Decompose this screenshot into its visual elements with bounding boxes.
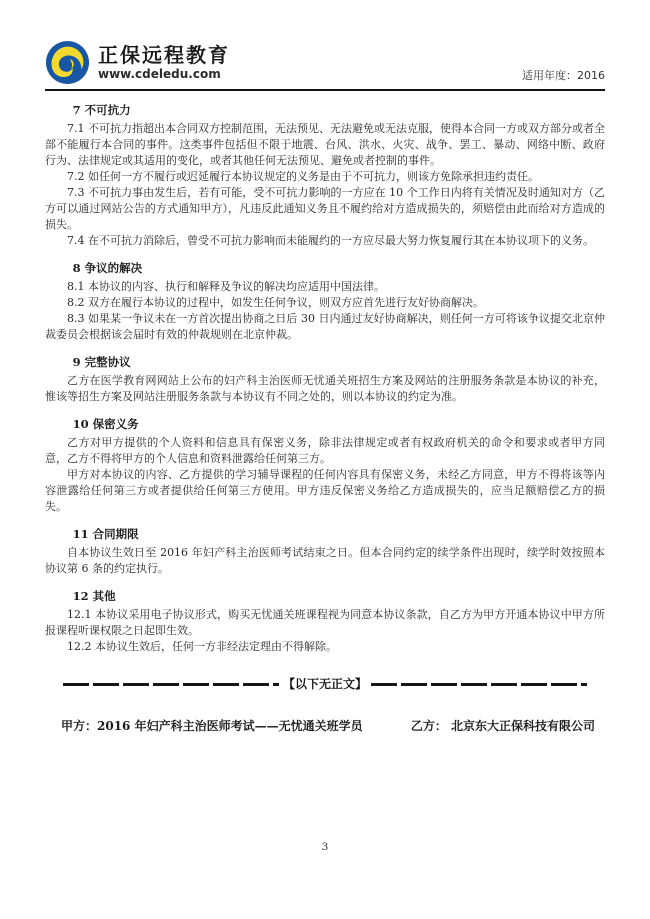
sections-container xyxy=(45,102,605,655)
section-paragraph: 自本协议生效日至 2016 年妇产科主治医师考试结束之日。但本合同约定的续学条件出现时，续学时效按照本协议第 6 条的约定执行。 xyxy=(45,546,605,575)
party-a-label: 甲方：2016 年妇产科主治医师考试——无忧通关班学员 xyxy=(61,719,363,733)
section-heading: 11 合同期限 xyxy=(72,527,139,541)
section-heading: 7 不可抗力 xyxy=(72,103,131,117)
page-header xyxy=(45,40,605,91)
document-body xyxy=(45,102,605,734)
section-paragraph: 甲方对本协议的内容、乙方提供的学习辅导课程的任何内容具有保密义务，未经乙方同意，甲方不得将该等内容泄露给任何第三方或者提供给任何第三方使用。甲方违反保密义务给乙方造成损失的，应当足额赔偿乙方的损失。 xyxy=(45,468,605,513)
applicable-year-label: 适用年度：2016 xyxy=(522,69,605,82)
section-heading: 12 其他 xyxy=(72,589,116,603)
contract-section xyxy=(45,260,605,343)
section-paragraph: 7.1 不可抗力指超出本合同双方控制范围，无法预见、无法避免或无法克服，使得本合同一方或双方部分或者全部不能履行本合同的事件。这类事件包括但不限于地震、台风、洪水、火灾、战争、罢工、暴动、网络中断、政府行为、法律规定或其适用的变化，或者其他任何无法预见、避免或者控制的事件。 xyxy=(45,122,605,167)
divider-dash-right xyxy=(371,683,587,686)
section-paragraph: 8.2 双方在履行本协议的过程中，如发生任何争议，则双方应首先进行友好协商解决。 xyxy=(67,296,484,309)
contract-section xyxy=(45,102,605,249)
divider-label: 【以下无正文】 xyxy=(283,677,368,691)
brand-logo xyxy=(45,40,230,85)
swirl-globe-icon xyxy=(45,40,90,85)
divider-dash-left xyxy=(63,683,279,686)
section-paragraph: 8.1 本协议的内容、执行和解释及争议的解决均应适用中国法律。 xyxy=(67,280,385,293)
brand-name: 正保远程教育 xyxy=(98,42,230,67)
signature-row xyxy=(45,718,605,734)
section-heading: 9 完整协议 xyxy=(72,355,131,369)
party-b-label: 乙方： 北京东大正保科技有限公司 xyxy=(410,719,595,733)
section-paragraph: 乙方对甲方提供的个人资料和信息具有保密义务，除非法律规定或者有权政府机关的命令和要求或者甲方同意，乙方不得将甲方的个人信息和资料泄露给任何第三方。 xyxy=(45,436,605,465)
brand-url: www.cdeledu.com xyxy=(98,66,221,81)
section-paragraph: 乙方在医学教育网网站上公布的妇产科主治医师无忧通关班招生方案及网站的注册服务条款是本协议的补充，惟该等招生方案及网站注册服务条款与本协议有不同之处的，则以本协议的约定为准。 xyxy=(45,374,605,403)
section-paragraph: 7.2 如任何一方不履行或迟延履行本协议规定的义务是由于不可抗力，则该方免除承担违约责任。 xyxy=(67,170,539,183)
contract-section xyxy=(45,416,605,515)
section-paragraph: 8.3 如果某一争议未在一方首次提出协商之日后 30 日内通过友好协商解决，则任何一方可将该争议提交北京仲裁委员会根据该会届时有效的仲裁规则在北京仲裁。 xyxy=(45,312,605,341)
section-paragraph: 7.4 在不可抗力消除后，曾受不可抗力影响而未能履约的一方应尽最大努力恢复履行其在本协议项下的义务。 xyxy=(67,234,594,247)
brand-text xyxy=(98,44,230,81)
section-heading: 8 争议的解决 xyxy=(72,261,143,275)
contract-section xyxy=(45,526,605,577)
contract-section xyxy=(45,354,605,405)
page-number: 3 xyxy=(321,841,329,853)
section-heading: 10 保密义务 xyxy=(72,417,139,431)
contract-section xyxy=(45,588,605,655)
end-of-text-divider xyxy=(63,676,587,692)
section-paragraph: 12.1 本协议采用电子协议形式，购买无忧通关班课程视为同意本协议条款，自乙方为甲方开通本协议中甲方所报课程听课权限之日起即生效。 xyxy=(45,608,605,637)
section-paragraph: 12.2 本协议生效后，任何一方非经法定理由不得解除。 xyxy=(67,640,337,653)
section-paragraph: 7.3 不可抗力事由发生后，若有可能，受不可抗力影响的一方应在 10 个工作日内将有关情况及时通知对方（乙方可以通过网站公告的方式通知甲方），凡违反此通知义务且不履约给对方造成损失的，须赔偿由此而给对方造成的损失。 xyxy=(45,186,605,231)
